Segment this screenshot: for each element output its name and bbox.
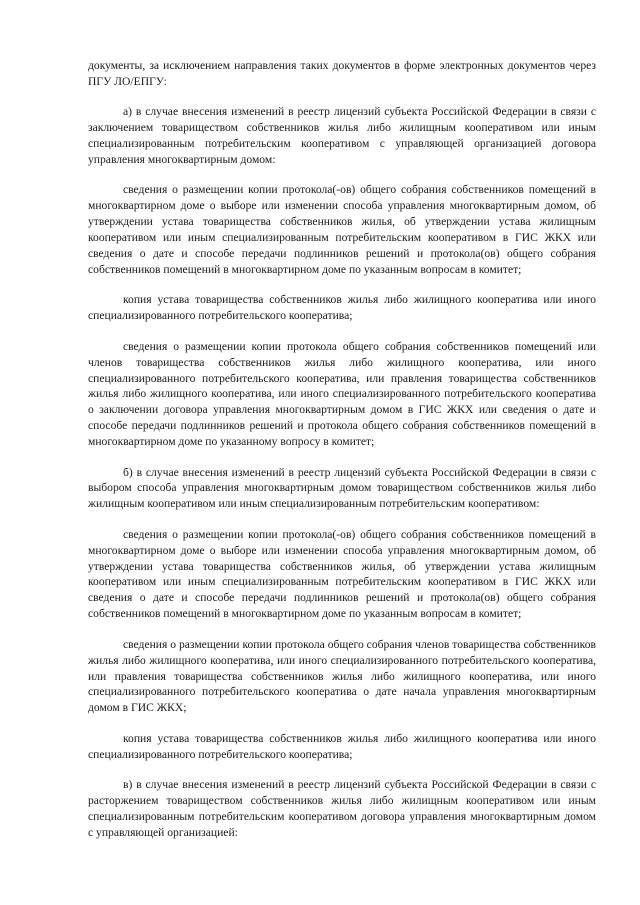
- paragraph-a-charter-copy: копия устава товарищества собственников жилья либо жилищного кооператива или иного специализированного потребительского кооператива;: [88, 293, 596, 323]
- paragraph-a-protocol-info: сведения о размещении копии протокола(-ов) общего собрания собственников помещений в многоквартирном доме о выборе или изменении способа управления многоквартирным домом, об утверждении устава товарищества собственников жилья, об утверждении устава жилищным кооперативом или иным специализированным потребительским кооперативом в ГИС ЖКХ или сведения о дате и способе передачи подлинников решений и протокола(ов) общего собрания собственников помещений в многоквартирном доме по указанным вопросам в комитет;: [88, 183, 596, 276]
- paragraph-item-b: б) в случае внесения изменений в реестр лицензий субъекта Российской Федерации в связи с выбором способа управления многоквартирным домом товариществом собственников жилья либо жилищным кооперативом или иным специализированным потребительским кооперативом:: [88, 465, 596, 511]
- paragraph-item-c: в) в случае внесения изменений в реестр лицензий субъекта Российской Федерации в связи с расторжением товариществом собственников жилья либо жилищным кооперативом или иным специализированным потребительским кооперативом договора управления многоквартирным домом с управляющей организацией:: [88, 778, 596, 839]
- paragraph-b-start-date-protocol: сведения о размещении копии протокола общего собрания членов товарищества собственников жилья либо жилищного кооператива, или иного специализированного потребительского кооператива, или правления товарищества собственников жилья либо жилищного кооператива, или иного специализированного потребительского кооператива о дате начала управления многоквартирным домом в ГИС ЖКХ;: [88, 637, 596, 715]
- paragraph-b-charter-copy: копия устава товарищества собственников жилья либо жилищного кооператива или иного специализированного потребительского кооператива;: [88, 731, 596, 761]
- paragraph-b-protocol-info: сведения о размещении копии протокола(-ов) общего собрания собственников помещений в многоквартирном доме о выборе или изменении способа управления многоквартирным домом, об утверждении устава товарищества собственников жилья, об утверждении устава жилищным кооперативом или иным специализированным потребительским кооперативом в ГИС ЖКХ или сведения о дате и способе передачи подлинников решений и протокола(ов) общего собрания собственников помещений в многоквартирном доме по указанным вопросам в комитет;: [88, 527, 596, 621]
- paragraph-continuation: документы, за исключением направления таких документов в форме электронных документов через ПГУ ЛО/ЕПГУ:: [88, 59, 596, 88]
- document-page: [88, 58, 596, 855]
- paragraph-item-a: а) в случае внесения изменений в реестр лицензий субъекта Российской Федерации в связи с заключением товариществом собственников жилья либо жилищным кооперативом или иным специализированным потребительским кооперативом с управляющей организацией договора управления многоквартирным домом:: [88, 105, 596, 167]
- paragraph-a-contract-protocol: сведения о размещении копии протокола общего собрания собственников помещений или членов товарищества собственников жилья либо жилищного кооператива, или иного специализированного потребительского кооператива, или правления товарищества собственников жилья либо жилищного кооператива, или иного специализированного потребительского кооператива о заключении договора управления многоквартирным домом в ГИС ЖКХ или сведения о дате и способе передачи подлинников решений и протокола общего собрания собственников помещений в многоквартирном доме по указанному вопросу в комитет;: [88, 339, 596, 449]
